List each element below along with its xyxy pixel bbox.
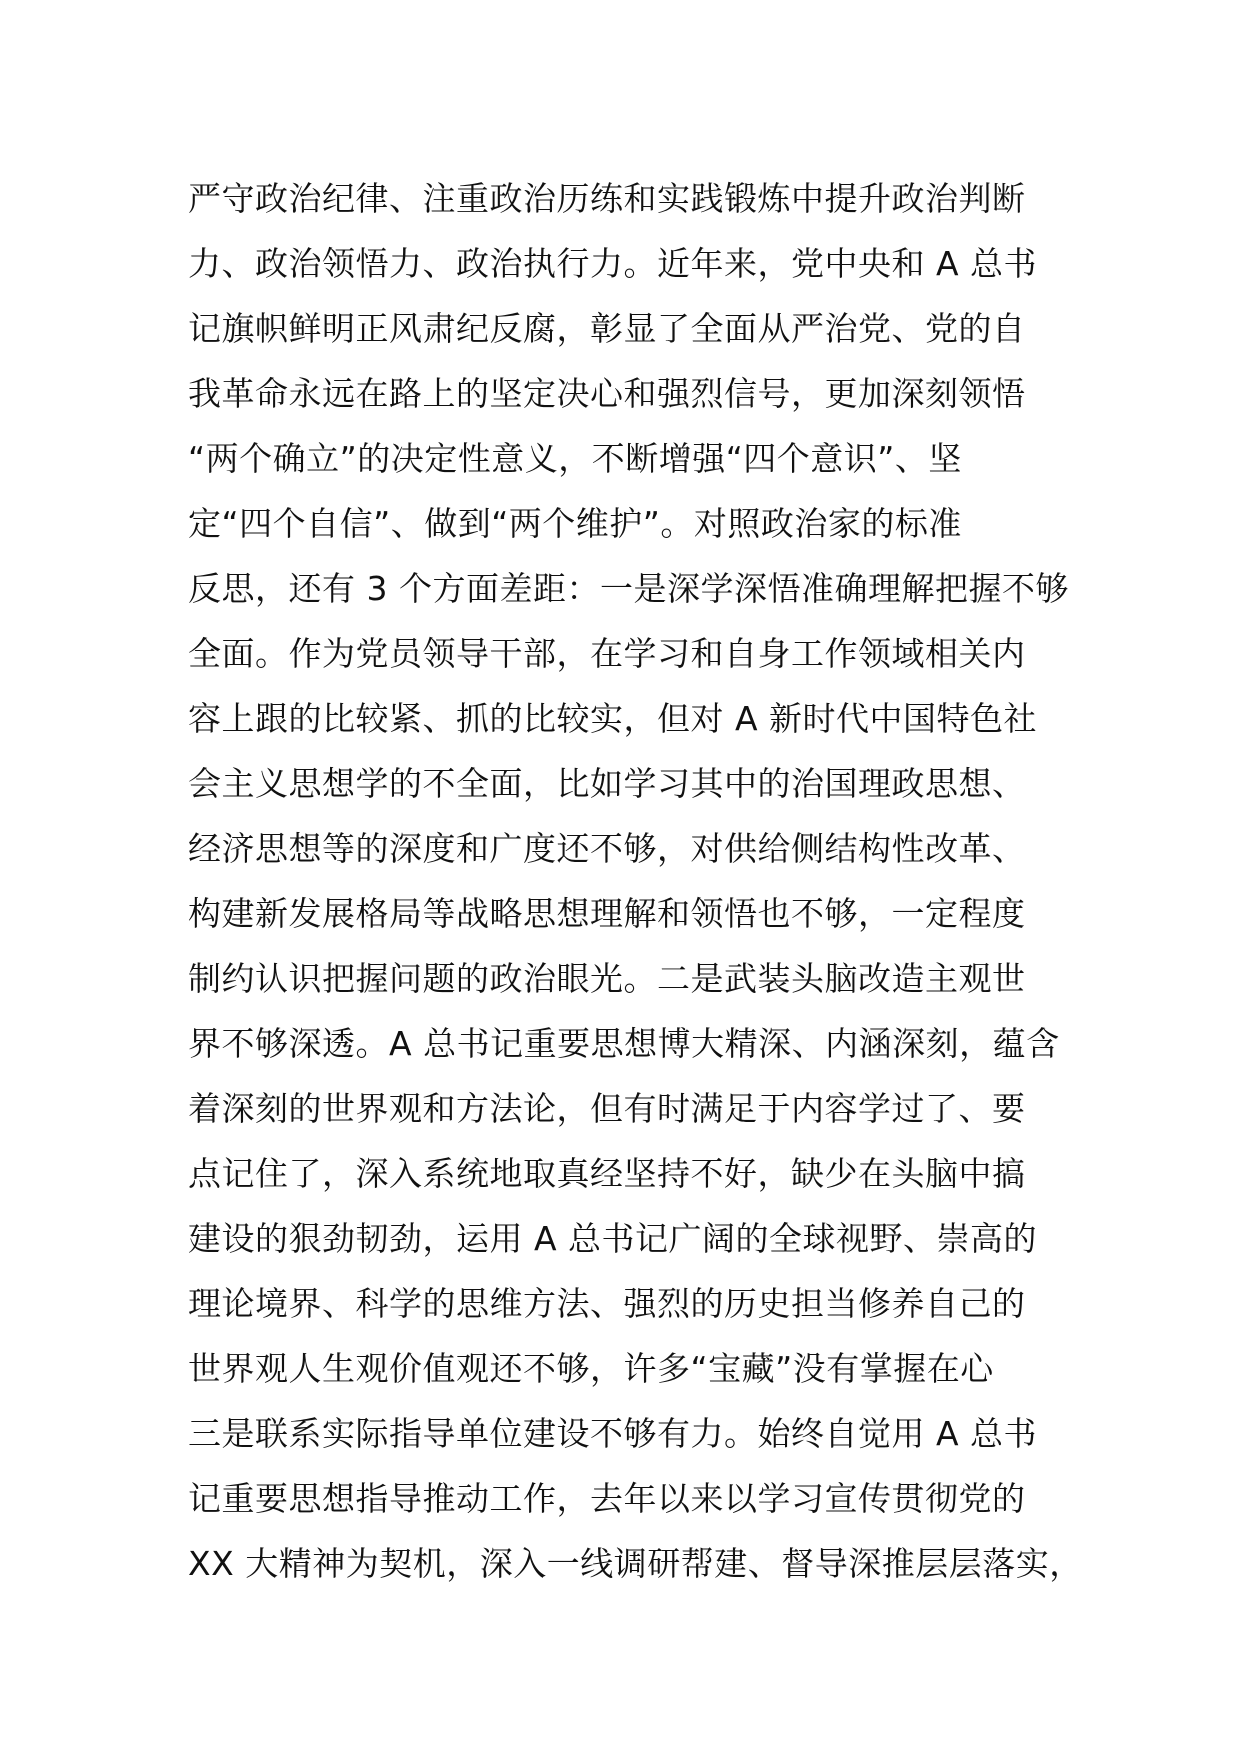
text-line: 世界观人生观价值观还不够，许多“宝藏”没有掌握在心 — [188, 1349, 994, 1388]
text-line: 点记住了，深入系统地取真经坚持不好，缺少在头脑中搞 — [188, 1154, 1026, 1193]
text-line: 容上跟的比较紧、抓的比较实，但对 A 新时代中国特色社 — [188, 699, 1038, 738]
text-line: 我革命永远在路上的坚定决心和强烈信号，更加深刻领悟 — [188, 374, 1026, 413]
text-line: 全面。作为党员领导干部，在学习和自身工作领域相关内 — [188, 634, 1026, 673]
text-line: “两个确立”的决定性意义，不断增强“四个意识”、坚 — [188, 439, 962, 478]
text-line: 建设的狠劲韧劲，运用 A 总书记广阔的全球视野、崇高的 — [188, 1219, 1038, 1258]
text-line: 反思，还有 3 个方面差距：一是深学深悟准确理解把握不够 — [188, 569, 1069, 608]
text-line: 着深刻的世界观和方法论，但有时满足于内容学过了、要 — [188, 1089, 1026, 1128]
text-line: 记重要思想指导推动工作，去年以来以学习宣传贯彻党的 — [188, 1479, 1026, 1518]
text-line: 理论境界、科学的思维方法、强烈的历史担当修养自己的 — [188, 1284, 1026, 1323]
body-text — [188, 166, 1083, 1596]
text-line: 构建新发展格局等战略思想理解和领悟也不够，一定程度 — [188, 894, 1026, 933]
text-line: 严守政治纪律、注重政治历练和实践锻炼中提升政治判断 — [188, 179, 1026, 218]
text-line: 经济思想等的深度和广度还不够，对供给侧结构性改革、 — [188, 829, 1026, 868]
text-line: 制约认识把握问题的政治眼光。二是武装头脑改造主观世 — [188, 959, 1026, 998]
text-line: 三是联系实际指导单位建设不够有力。始终自觉用 A 总书 — [188, 1414, 1038, 1453]
text-line: XX 大精神为契机，深入一线调研帮建、督导深推层层落实， — [188, 1544, 1083, 1583]
text-line: 记旗帜鲜明正风肃纪反腐，彰显了全面从严治党、党的自 — [188, 309, 1026, 348]
text-line: 力、政治领悟力、政治执行力。近年来，党中央和 A 总书 — [188, 244, 1038, 283]
text-line: 界不够深透。A 总书记重要思想博大精深、内涵深刻，蕴含 — [188, 1024, 1060, 1063]
text-line: 定“四个自信”、做到“两个维护”。对照政治家的标准 — [188, 504, 962, 543]
text-line: 会主义思想学的不全面，比如学习其中的治国理政思想、 — [188, 764, 1026, 803]
